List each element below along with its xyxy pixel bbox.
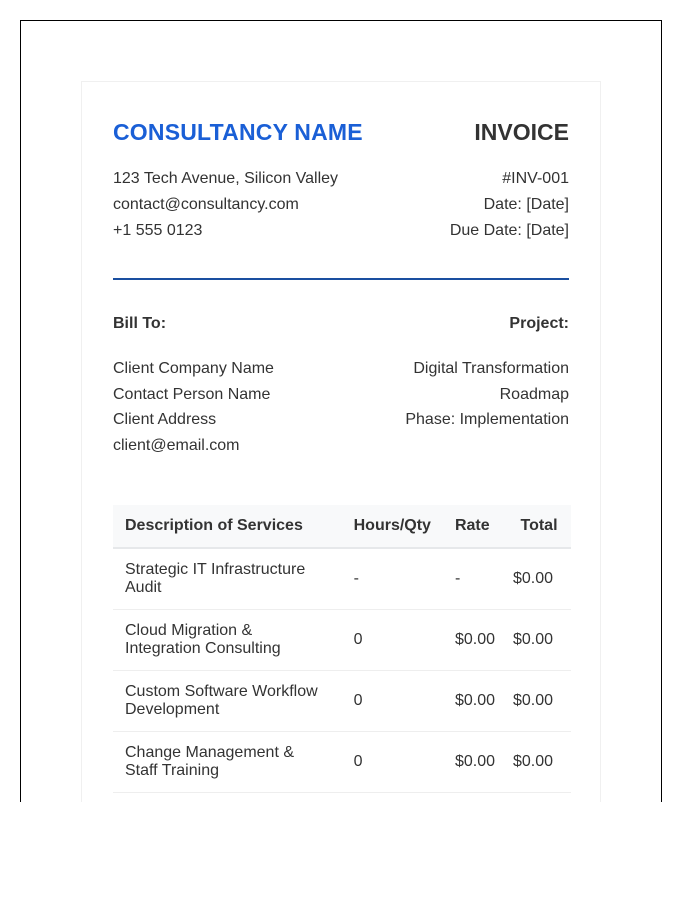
table-header-row — [113, 505, 571, 548]
invoice-meta — [450, 166, 569, 244]
invoice-date: Date: [Date] — [483, 196, 569, 213]
row-rate: - — [443, 548, 507, 609]
company-contact — [113, 166, 338, 244]
header-hours: Hours/Qty — [342, 505, 443, 548]
company-name: CONSULTANCY NAME — [113, 119, 363, 145]
project-info — [405, 314, 569, 458]
client-contact: Contact Person Name — [113, 385, 271, 403]
project-label: Project: — [509, 315, 569, 332]
row-hours: 0 — [342, 609, 443, 670]
company-email: contact@consultancy.com — [113, 196, 299, 213]
row-total: $0.00 — [507, 731, 571, 792]
table-row — [113, 609, 571, 670]
bill-to — [113, 314, 274, 458]
billing-section — [113, 314, 569, 458]
invoice-title: INVOICE — [474, 119, 569, 145]
contact-section — [113, 166, 569, 244]
row-hours: 0 — [342, 731, 443, 792]
project-name-line2: Roadmap — [499, 385, 569, 403]
row-total: $0.00 — [507, 670, 571, 731]
client-address: Client Address — [113, 411, 217, 428]
header-total: Total — [507, 505, 571, 548]
row-description: Cloud Migration & Integration Consulting — [113, 609, 342, 670]
table-row — [113, 731, 571, 792]
invoice-card — [81, 81, 601, 802]
project-name-line1: Digital Transformation — [413, 360, 569, 377]
invoice-header — [113, 118, 569, 146]
row-hours: - — [342, 548, 443, 609]
row-rate: $0.00 — [443, 731, 507, 792]
services-table — [113, 505, 571, 793]
company-address: 123 Tech Avenue, Silicon Valley — [113, 170, 339, 187]
bill-to-label: Bill To: — [113, 315, 167, 332]
client-company: Client Company Name — [113, 360, 274, 377]
company-phone: +1 555 0123 — [113, 222, 203, 239]
table-row — [113, 548, 571, 609]
table-row — [113, 670, 571, 731]
row-description: Strategic IT Infrastructure Audit — [113, 548, 342, 609]
invoice-due-date: Due Date: [Date] — [449, 222, 569, 239]
row-description: Custom Software Workflow Development — [113, 670, 342, 731]
row-total: $0.00 — [507, 548, 571, 609]
header-divider — [113, 278, 569, 280]
header-rate: Rate — [443, 505, 507, 548]
client-email: client@email.com — [113, 436, 240, 454]
row-total: $0.00 — [507, 609, 571, 670]
row-rate: $0.00 — [443, 670, 507, 731]
invoice-number: #INV-001 — [502, 170, 569, 187]
header-description: Description of Services — [113, 505, 342, 548]
row-rate: $0.00 — [443, 609, 507, 670]
row-hours: 0 — [342, 670, 443, 731]
project-phase: Phase: Implementation — [405, 411, 569, 428]
page-frame — [20, 20, 662, 802]
row-description: Change Management & Staff Training — [113, 731, 342, 792]
